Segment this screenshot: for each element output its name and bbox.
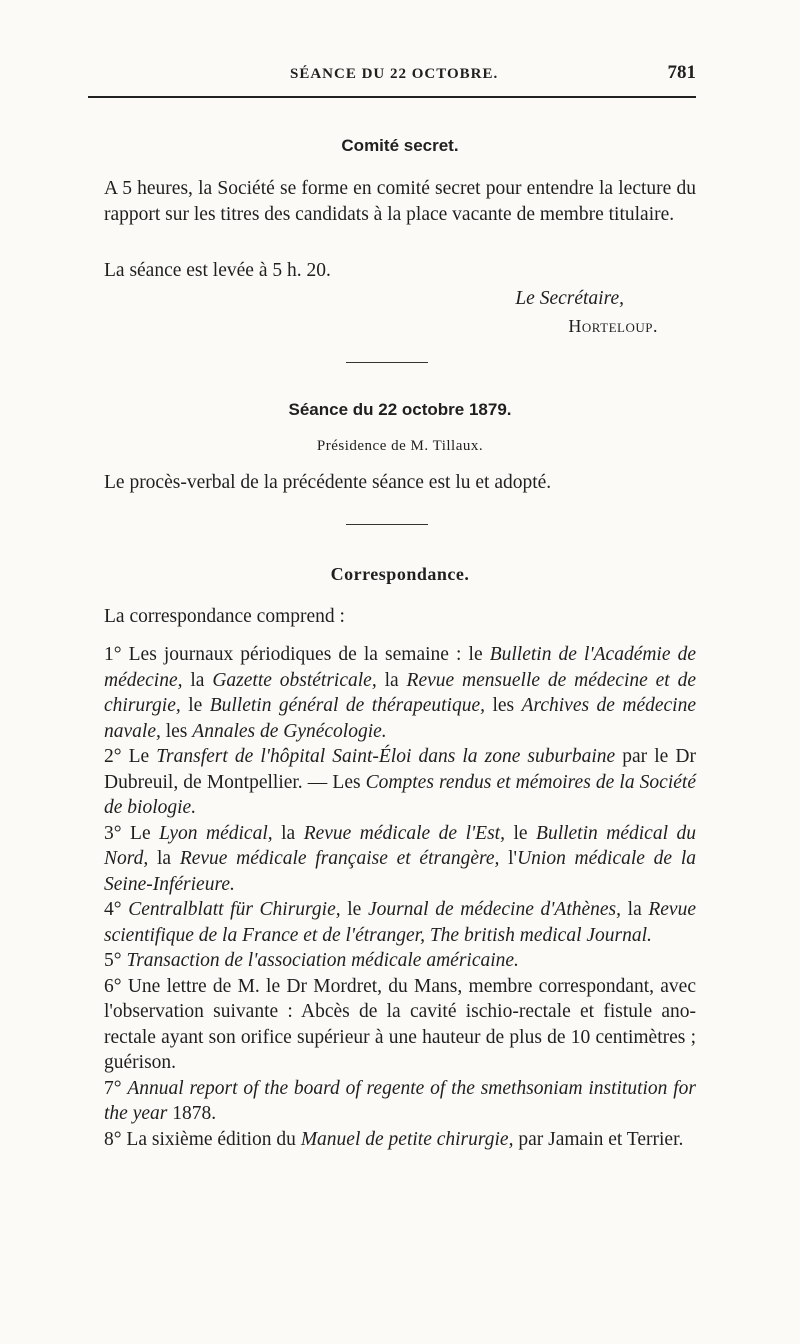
list-item-5 [104, 948, 696, 974]
list-item-7 [104, 1076, 696, 1127]
item1-title-bulletin-therapeutique: Bulletin général de thérapeutique, [209, 695, 485, 716]
item7-title-annual-report: Annual report of the board of regente of the smethsoniam institution for the year [104, 1077, 696, 1124]
correspondance-intro [104, 604, 696, 630]
item8-text: 8° La sixième édition du [104, 1128, 301, 1150]
list-item-1 [104, 642, 696, 744]
item4-title-revue-scientifique: Revue scientifique de la France et de l'étranger, The british medical Journal. [104, 899, 696, 946]
item3-title-union: Union médicale de la Seine-Inférieure. [104, 848, 696, 895]
item4-sep1: le [340, 899, 368, 920]
item1-title-bulletin-academie: Bulletin de l'Académie de médecine, [104, 644, 696, 691]
page-number: 781 [667, 62, 696, 83]
comite-para2: La séance est levée à 5 h. 20. [104, 260, 331, 281]
seance-levee [104, 258, 696, 284]
item5-number: 5° [104, 950, 127, 971]
list-item-8 [104, 1127, 696, 1153]
correspondance-list [104, 642, 696, 1152]
proces-verbal-text: Le procès-verbal de la précédente séance est lu et adopté. [104, 472, 552, 493]
item3-text: 3° Le [104, 822, 160, 844]
section-heading-seance: Séance du 22 octobre 1879. [288, 400, 512, 419]
item2-title-comptes-rendus: Comptes rendus et mémoires de la Société de biologie. [104, 771, 696, 818]
item1-sep5: les [160, 720, 193, 742]
item3-sep1: la [272, 822, 304, 844]
item3-title-bulletin-nord: Bulletin médical du Nord, [104, 822, 696, 869]
presidence-line: Présidence de M. Tillaux. [316, 438, 484, 454]
item7-year: 1878. [167, 1103, 217, 1124]
item3-sep2: le [504, 822, 537, 844]
item1-title-annales: Annales de Gynécologie. [192, 720, 387, 742]
item1-sep1: la [182, 669, 213, 691]
item1-text: 1° Les journaux périodiques de la semaine : le [104, 644, 490, 665]
section-divider-2 [346, 524, 428, 525]
signature-title: Le Secrétaire, [515, 288, 624, 309]
item1-title-gazette: Gazette obstétricale, [212, 669, 377, 691]
item1-sep2: la [376, 669, 407, 691]
item8-authors: par Jamain et Terrier. [513, 1128, 684, 1150]
section-heading-correspondance: Correspondance. [330, 564, 470, 584]
section-heading-comite: Comité secret. [341, 136, 459, 155]
header-rule [88, 96, 696, 98]
proces-verbal [104, 470, 696, 496]
comite-para1-text: A 5 heures, la Société se forme en comité secret pour entendre la lecture du rapport sur les titres des candidats à la place vacante de membre titulaire. [104, 178, 696, 225]
item1-title-revue-mensuelle: Revue mensuelle de médecine et de chirurgie, [104, 669, 697, 716]
item2-title-transfert: Transfert de l'hôpital Saint-Éloi dans la zone suburbaine [156, 746, 616, 767]
comite-paragraph [104, 176, 696, 227]
item8-title-manuel: Manuel de petite chirurgie, [300, 1128, 514, 1150]
item2-author: par le Dr Dubreuil, de Montpellier. — Les [104, 746, 696, 793]
item5-title-transaction: Transaction de l'association médicale américaine. [126, 950, 519, 971]
list-item-3 [104, 821, 696, 898]
page-header [104, 62, 696, 92]
item3-title-lyon: Lyon médical, [159, 822, 273, 844]
item1-sep4: les [484, 695, 522, 716]
item4-title-centralblatt: Centralblatt für Chirurgie, [128, 899, 341, 920]
item4-title-journal-athenes: Journal de médecine d'Athènes, [367, 899, 622, 920]
section-divider-1 [346, 362, 428, 363]
item1-sep3: le [180, 695, 210, 716]
item4-sep2: la [621, 899, 649, 920]
item7-number: 7° [104, 1077, 128, 1099]
comite-para1 [104, 176, 696, 227]
item2-text: 2° Le [104, 746, 157, 767]
list-item-4 [104, 897, 696, 948]
item1-title-archives: Archives de médecine navale, [104, 695, 696, 742]
list-item-6: 6° Une lettre de M. le Dr Mordret, du Mans, membre correspondant, avec l'observation suivante : Abcès de la cavité ischio-rectale et fistule ano-rectale ayant son orifice supérieur à une hauteur de plus de 10 centimètres ; guérison. [104, 975, 696, 1073]
item3-title-revue-francaise: Revue médicale française et étrangère, [179, 848, 500, 869]
item3-sep3: la [148, 848, 180, 869]
correspondance-intro-text: La correspondance comprend : [104, 606, 345, 627]
signature-name: Horteloup. [568, 316, 658, 336]
running-head: SÉANCE DU 22 OCTOBRE. [290, 66, 499, 82]
list-item-2 [104, 744, 696, 821]
item3-title-revue-est: Revue médicale de l'Est, [303, 822, 505, 844]
item3-sep4: l' [499, 848, 518, 869]
item4-number: 4° [104, 899, 129, 920]
